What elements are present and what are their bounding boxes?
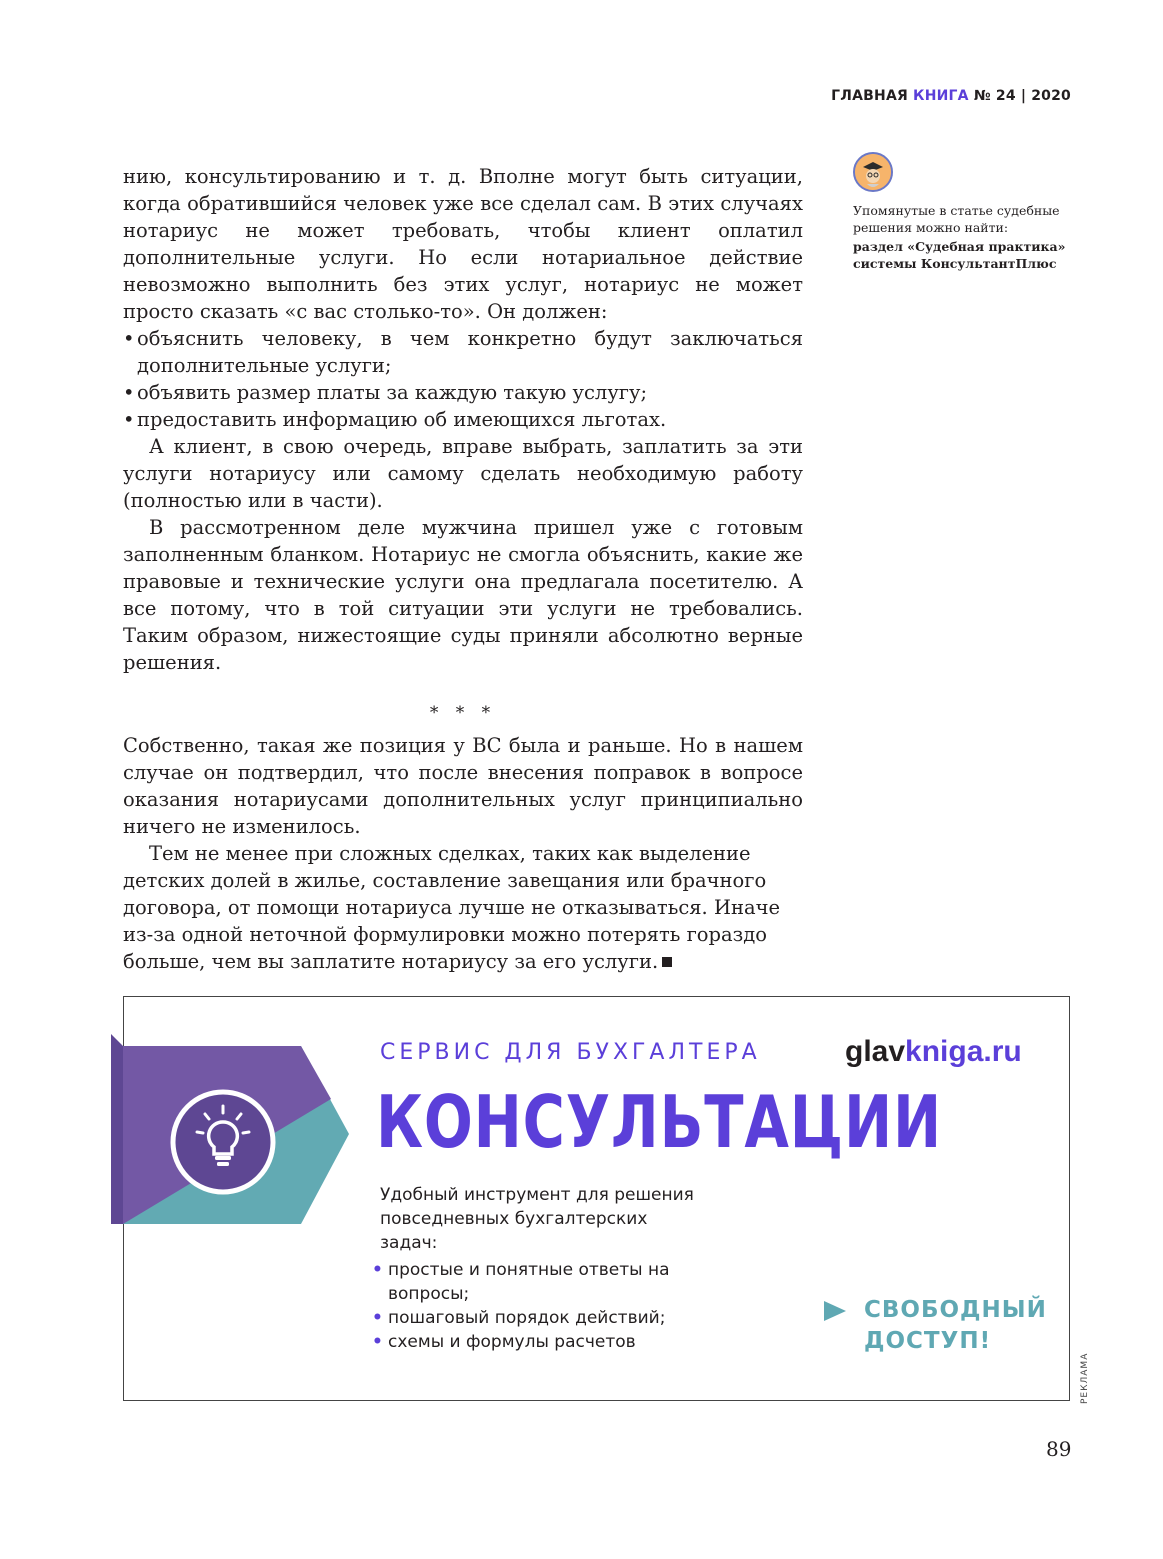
list-item-text: схемы и формулы расчетов xyxy=(388,1332,636,1352)
article-body xyxy=(123,163,803,975)
article-paragraph-final xyxy=(123,840,803,975)
list-item xyxy=(372,1306,712,1330)
ad-cta-line2: ДОСТУП! xyxy=(864,1328,992,1354)
list-item xyxy=(123,379,803,406)
end-of-article-icon xyxy=(662,957,672,967)
sidebar-note-text: Упомянутые в статье судебные решения можно найти: xyxy=(853,203,1060,235)
ad-arrow-graphic xyxy=(111,1034,356,1229)
sidebar-note xyxy=(853,152,1068,272)
ad-description: Удобный инструмент для решения повседневных бухгалтерских задач: xyxy=(380,1185,694,1253)
header-title-part1: ГЛАВНАЯ xyxy=(831,88,908,104)
list-item xyxy=(123,406,803,433)
list-item-text: объяснить человеку, в чем конкретно будут заключаться дополнительные услуги; xyxy=(137,327,803,377)
professor-avatar-icon xyxy=(853,152,893,192)
ad-feature-list xyxy=(372,1258,712,1354)
header-title-part2: КНИГА xyxy=(913,88,969,104)
list-item-text: пошаговый порядок действий; xyxy=(388,1308,666,1328)
list-item xyxy=(123,325,803,379)
bullet-marker: • xyxy=(372,1308,383,1328)
magazine-header xyxy=(831,88,1071,104)
ad-url-part1: glav xyxy=(845,1035,906,1068)
ad-url-part2: kniga.ru xyxy=(905,1035,1022,1068)
article-paragraph: нию, консультированию и т. д. Вполне могут быть ситуации, когда обратившийся человек уже все сделал сам. В этих случаях нотариус не может требовать, чтобы клиент оплатил дополнительные услуги. Но если нотариальное действие невозможно выполнить без этих услуг, нотариус не может просто сказать «с вас столько-то». Он должен: xyxy=(123,165,803,323)
article-paragraph: Собственно, такая же позиция у ВС была и раньше. Но в нашем случае он подтвердил, что после внесения поправок в вопросе оказания нотариусами дополнительных услуг принципиально ничего не изменилось. xyxy=(123,734,803,838)
ad-website-link[interactable] xyxy=(845,1035,1022,1069)
ad-title: КОНСУЛЬТАЦИИ xyxy=(376,1080,942,1164)
sidebar-reference: раздел «Судебная практика» системы КонсультантПлюс xyxy=(853,239,1066,271)
lightbulb-icon xyxy=(173,1092,273,1192)
ad-subtitle: СЕРВИС ДЛЯ БУХГАЛТЕРА xyxy=(380,1040,761,1065)
list-item xyxy=(372,1258,712,1306)
section-separator: * * * xyxy=(429,703,497,723)
list-item xyxy=(372,1330,712,1354)
ad-call-to-action[interactable] xyxy=(824,1295,1047,1357)
header-issue: № 24 | 2020 xyxy=(973,88,1071,104)
ad-label: РЕКЛАМА xyxy=(1080,1352,1090,1404)
bullet-marker: • xyxy=(372,1332,383,1352)
list-item-text: простые и понятные ответы на вопросы; xyxy=(388,1260,670,1304)
list-item-text: объявить размер платы за каждую такую услугу; xyxy=(137,381,648,404)
bullet-marker: • xyxy=(123,381,135,404)
bullet-marker: • xyxy=(372,1260,383,1280)
list-item-text: предоставить информацию об имеющихся льготах. xyxy=(137,408,667,431)
page-number: 89 xyxy=(1046,1437,1072,1461)
bullet-marker: • xyxy=(123,327,135,350)
ad-cta-line1: СВОБОДНЫЙ xyxy=(864,1297,1047,1323)
play-arrow-icon xyxy=(824,1301,846,1321)
bullet-marker: • xyxy=(123,408,135,431)
article-paragraph-text: Тем не менее при сложных сделках, таких как выделение детских долей в жилье, составление завещания или брачного договора, от помощи нотариуса лучше не отказываться. Иначе из-за одной неточной формулировки можно потерять гораздо больше, чем вы заплатите нотариусу за его услуги. xyxy=(123,842,781,973)
article-paragraph: А клиент, в свою очередь, вправе выбрать, заплатить за эти услуги нотариусу или самому сделать необходимую работу (полностью или в части). xyxy=(123,435,803,512)
article-bullet-list xyxy=(123,325,803,433)
article-paragraph: В рассмотренном деле мужчина пришел уже с готовым заполненным бланком. Нотариус не смогла объяснить, какие же правовые и технические услуги она предлагала посетителю. А все потому, что в той ситуации эти услуги не требовались. Таким образом, нижестоящие суды приняли абсолютно верные решения. xyxy=(123,516,803,674)
